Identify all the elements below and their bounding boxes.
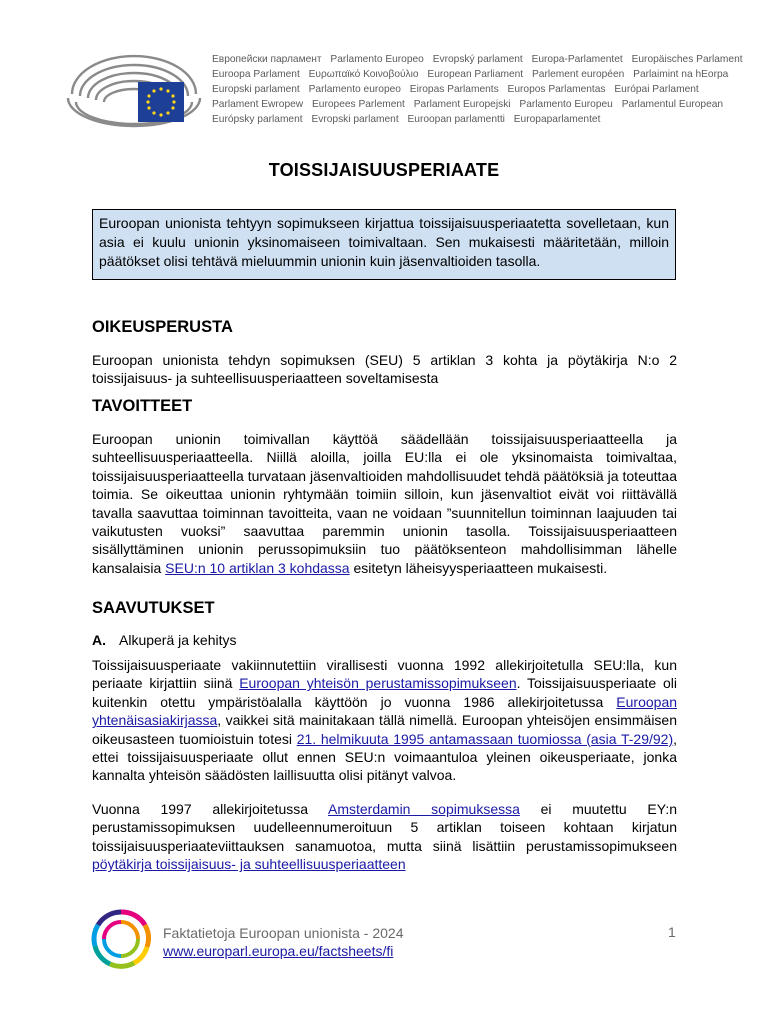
footer-line: Faktatietoja Euroopan unionista - 2024 bbox=[163, 925, 404, 941]
european-parliament-logo bbox=[64, 46, 204, 128]
parliament-name: Evropský parlament bbox=[432, 54, 523, 65]
parliament-name: Parlement européen bbox=[531, 69, 625, 80]
origin-text: Vuonna 1997 allekirjoitetussa bbox=[92, 801, 309, 817]
parliament-names-line bbox=[212, 112, 752, 127]
link-judgment-t-29-92[interactable]: 21. helmikuuta 1995 antamassaan tuomiossa (asia T-29/92) bbox=[296, 730, 674, 747]
parliament-names-line bbox=[212, 82, 752, 97]
summary-box: Euroopan unionista tehtyyn sopimukseen kirjattua toissijaisuusperiaatetta sovelletaan, kun asia ei kuulu unionin yksinomaiseen toimivaltaan. Sen mukaisesti määritetään, milloin päätökset olisi tehtävä mieluummin unionin kuin jäsenvaltioiden tasolla. bbox=[92, 209, 676, 280]
link-single-european-act[interactable]: Euroopan yhtenäisasiakirjassa bbox=[92, 693, 678, 729]
link-teu-article-10[interactable]: SEU:n 10 artiklan 3 kohdassa bbox=[165, 559, 350, 576]
parliament-name: Euroopa Parlament bbox=[212, 69, 300, 80]
origin-text: ei muutettu EY:n perustamissopimuksen uudelleennumeroituun 5 artiklan toiseen kohtaan kirjatun toissijaisuusperiaateviittauksen sanamuotoa, mutta siinä lisättiin perustamissopimukseen bbox=[92, 801, 677, 854]
parliament-name: Европейски парламент bbox=[212, 54, 322, 65]
objectives-tail: esitetyn läheisyysperiaatteen mukaisesti. bbox=[353, 559, 608, 576]
parliament-name: Europa-Parlamentet bbox=[531, 54, 623, 65]
parliament-names-line bbox=[212, 52, 752, 67]
parliament-name: Parlament Europejski bbox=[413, 99, 511, 110]
parliament-names-line bbox=[212, 97, 752, 112]
origin-text: , vaikkei sitä mainitakaan tällä nimellä. Euroopan yhteisöjen ensimmäisen oikeusasteen tuomioistuin totesi bbox=[92, 712, 677, 747]
parliament-name: Ευρωπαϊκό Κοινοβούλιο bbox=[308, 69, 419, 80]
link-protocol-subsidiarity[interactable]: pöytäkirja toissijaisuus- ja suhteellisuusperiaatteen bbox=[92, 856, 406, 873]
origin-text: , ettei toissijaisuusperiaate ollut ennen SEU:n voimaantuloa yleinen oikeusperiaate, jonka kannalta yhteisön säädösten laillisuutta olisi pitänyt valvoa. bbox=[92, 730, 677, 784]
subsection-title: Alkuperä ja kehitys bbox=[119, 632, 237, 648]
footer-logo bbox=[88, 906, 154, 972]
link-amsterdam-treaty[interactable]: Amsterdamin sopimuksessa bbox=[328, 801, 520, 817]
parliament-names bbox=[212, 52, 752, 127]
footer-url-link[interactable]: www.europarl.europa.eu/factsheets/fi bbox=[163, 943, 394, 959]
parliament-name: Europäisches Parlament bbox=[631, 54, 743, 65]
parliament-name: Europski parlament bbox=[212, 84, 300, 95]
parliament-name: European Parliament bbox=[427, 69, 524, 80]
page-number: 1 bbox=[668, 924, 676, 940]
parliament-name: Parlamentul European bbox=[621, 99, 724, 110]
parliament-name: Evropski parlament bbox=[311, 114, 399, 125]
parliament-name: Parlamento Europeu bbox=[519, 99, 613, 110]
parliament-name: Europos Parlamentas bbox=[507, 84, 606, 95]
parliament-name: Europaparlamentet bbox=[513, 114, 601, 125]
parliament-name: Europees Parlement bbox=[312, 99, 405, 110]
section-heading-objectives: TAVOITTEET bbox=[92, 397, 193, 415]
parliament-name: Parlaimint na hEorpa bbox=[633, 69, 729, 80]
origin-paragraph-1 bbox=[92, 656, 677, 785]
parliament-name: Európsky parlament bbox=[212, 114, 303, 125]
subsection-letter: A. bbox=[92, 632, 106, 648]
objectives-text: Euroopan unionin toimivallan käyttöä säädellään toissijaisuusperiaatteella ja suhteellisuusperiaatteella. Niillä aloilla, joilla EU:lla ei ole yksinomaista toimivaltaa, toissijaisuusperiaatteella turvataan jäsenvaltioiden mahdollisuudet tehdä päätöksiä ja toteuttaa toimia. Se oikeuttaa unionin ryhtymään toimiin silloin, kun jäsenvaltiot eivät voi riittävällä tavalla saavuttaa toiminnan tavoitteita, vaan ne voidaan ”suunnitellun toiminnan laajuuden tai vaikutusten vuoksi” saavuttaa paremmin unionin tasolla. Toissijaisuusperiaatteen sisällyttäminen unionin perussopimuksiin tuo päätöksenteon mahdollisimman lähelle kansalaisia bbox=[92, 431, 677, 576]
footer-text bbox=[163, 924, 404, 960]
page-header bbox=[0, 0, 768, 135]
document-title: TOISSIJAISUUSPERIAATE bbox=[268, 160, 500, 180]
parliament-name: Parlament Ewropew bbox=[212, 99, 304, 110]
parliament-name: Parlamento Europeo bbox=[330, 54, 424, 65]
origin-text: . Toissijaisuusperiaate oli kuitenkin otettu ympäristöalalla käyttöön jo vuonna 1986 allekirjoitetussa bbox=[92, 675, 678, 710]
subsection-a-heading bbox=[92, 632, 237, 648]
parliament-name: Eiropas Parlaments bbox=[409, 84, 499, 95]
parliament-name: Európai Parlament bbox=[614, 84, 699, 95]
origin-paragraph-2 bbox=[92, 800, 677, 874]
origin-text: Toissijaisuusperiaate vakiinnutettiin virallisesti vuonna 1992 allekirjoitetulla SEU:lla, kun periaate kirjattiin siinä bbox=[92, 657, 677, 692]
legal-basis-text: Euroopan unionista tehdyn sopimuksen (SEU) 5 artiklan 3 kohta ja pöytäkirja N:o 2 toissijaisuus- ja suhteellisuusperiaatteen soveltamisesta bbox=[92, 352, 677, 387]
parliament-names-line bbox=[212, 67, 752, 82]
section-heading-achievements: SAAVUTUKSET bbox=[92, 599, 215, 617]
objectives-paragraph bbox=[92, 430, 677, 577]
parliament-name: Euroopan parlamentti bbox=[407, 114, 505, 125]
parliament-name: Parlamento europeo bbox=[308, 84, 401, 95]
link-ec-treaty[interactable]: Euroopan yhteisön perustamissopimukseen bbox=[239, 675, 517, 692]
section-heading-legal-basis: OIKEUSPERUSTA bbox=[92, 318, 233, 336]
